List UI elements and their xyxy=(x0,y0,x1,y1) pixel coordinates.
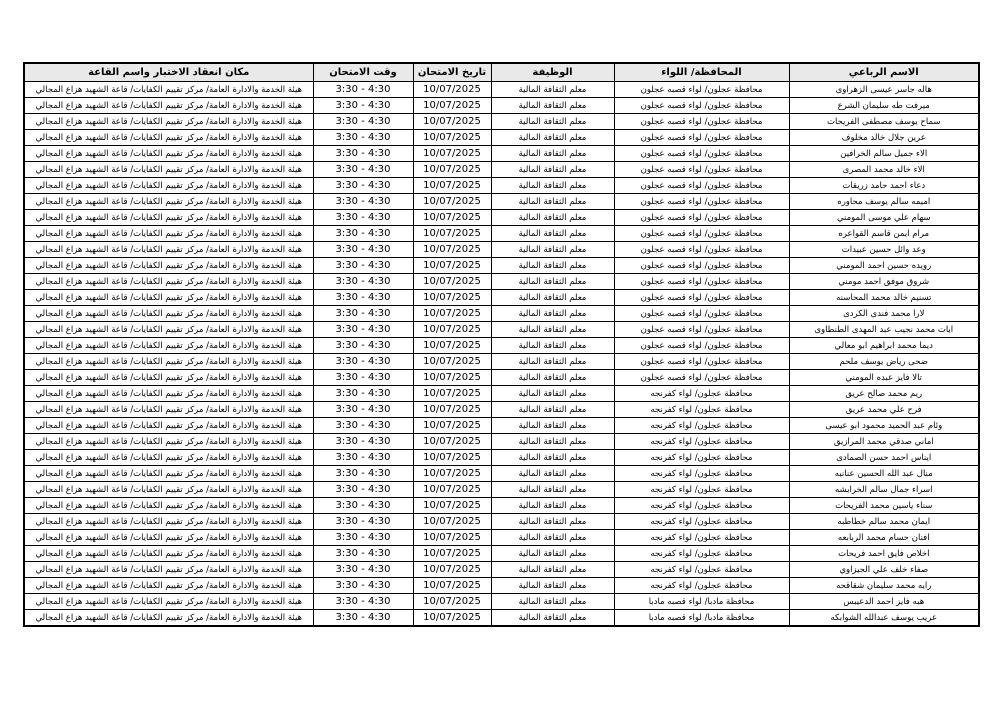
cell-name: دعاء احمد حامد زريقات xyxy=(789,178,979,194)
cell-name: لارا محمد فندى الكردى xyxy=(789,306,979,322)
table-row xyxy=(24,162,979,178)
cell-date: 10/07/2025 xyxy=(413,514,491,530)
column-header-exam-date: تاريخ الامتحان xyxy=(413,63,491,82)
cell-location: هيئة الخدمة والادارة العامة/ مركز تقييم الكفايات/ قاعة الشهيد هزاع المجالي xyxy=(24,82,313,98)
cell-job: معلم الثقافة المالية xyxy=(491,162,614,178)
cell-district: محافظة عجلون/ لواء قصبه عجلون xyxy=(614,98,789,114)
cell-district: محافظة عجلون/ لواء كفرنجه xyxy=(614,562,789,578)
cell-date: 10/07/2025 xyxy=(413,466,491,482)
table-row xyxy=(24,146,979,162)
cell-location: هيئة الخدمة والادارة العامة/ مركز تقييم الكفايات/ قاعة الشهيد هزاع المجالي xyxy=(24,130,313,146)
cell-time: 3:30 - 4:30 xyxy=(313,514,413,530)
cell-district: محافظة عجلون/ لواء قصبه عجلون xyxy=(614,130,789,146)
cell-location: هيئة الخدمة والادارة العامة/ مركز تقييم الكفايات/ قاعة الشهيد هزاع المجالي xyxy=(24,418,313,434)
cell-name: هبه فايز احمد الدعيبس xyxy=(789,594,979,610)
cell-date: 10/07/2025 xyxy=(413,418,491,434)
cell-job: معلم الثقافة المالية xyxy=(491,434,614,450)
cell-date: 10/07/2025 xyxy=(413,370,491,386)
cell-name: سناء ياسين محمد الفريحات xyxy=(789,498,979,514)
cell-name: عرين جلال خالد مخلوف xyxy=(789,130,979,146)
cell-location: هيئة الخدمة والادارة العامة/ مركز تقييم الكفايات/ قاعة الشهيد هزاع المجالي xyxy=(24,146,313,162)
cell-time: 3:30 - 4:30 xyxy=(313,482,413,498)
cell-date: 10/07/2025 xyxy=(413,242,491,258)
table-row xyxy=(24,194,979,210)
cell-time: 3:30 - 4:30 xyxy=(313,402,413,418)
cell-job: معلم الثقافة المالية xyxy=(491,402,614,418)
cell-date: 10/07/2025 xyxy=(413,402,491,418)
cell-name: فرح علي محمد عريق xyxy=(789,402,979,418)
cell-location: هيئة الخدمة والادارة العامة/ مركز تقييم الكفايات/ قاعة الشهيد هزاع المجالي xyxy=(24,434,313,450)
cell-location: هيئة الخدمة والادارة العامة/ مركز تقييم الكفايات/ قاعة الشهيد هزاع المجالي xyxy=(24,466,313,482)
cell-name: عريب يوسف عبدالله الشوابكه xyxy=(789,610,979,627)
cell-time: 3:30 - 4:30 xyxy=(313,370,413,386)
cell-district: محافظة عجلون/ لواء قصبه عجلون xyxy=(614,82,789,98)
cell-location: هيئة الخدمة والادارة العامة/ مركز تقييم الكفايات/ قاعة الشهيد هزاع المجالي xyxy=(24,370,313,386)
cell-time: 3:30 - 4:30 xyxy=(313,594,413,610)
cell-date: 10/07/2025 xyxy=(413,178,491,194)
cell-location: هيئة الخدمة والادارة العامة/ مركز تقييم الكفايات/ قاعة الشهيد هزاع المجالي xyxy=(24,322,313,338)
table-row xyxy=(24,98,979,114)
cell-location: هيئة الخدمة والادارة العامة/ مركز تقييم الكفايات/ قاعة الشهيد هزاع المجالي xyxy=(24,258,313,274)
cell-time: 3:30 - 4:30 xyxy=(313,434,413,450)
cell-job: معلم الثقافة المالية xyxy=(491,290,614,306)
cell-job: معلم الثقافة المالية xyxy=(491,146,614,162)
cell-time: 3:30 - 4:30 xyxy=(313,162,413,178)
cell-name: منال عبد الله الحسين عنانبه xyxy=(789,466,979,482)
cell-job: معلم الثقافة المالية xyxy=(491,610,614,627)
table-row xyxy=(24,466,979,482)
cell-name: الاء خالد محمد المصرى xyxy=(789,162,979,178)
cell-date: 10/07/2025 xyxy=(413,322,491,338)
cell-job: معلم الثقافة المالية xyxy=(491,322,614,338)
cell-date: 10/07/2025 xyxy=(413,498,491,514)
cell-time: 3:30 - 4:30 xyxy=(313,130,413,146)
cell-location: هيئة الخدمة والادارة العامة/ مركز تقييم الكفايات/ قاعة الشهيد هزاع المجالي xyxy=(24,194,313,210)
cell-date: 10/07/2025 xyxy=(413,82,491,98)
cell-name: مرام ايمن قاسم القواعره xyxy=(789,226,979,242)
cell-date: 10/07/2025 xyxy=(413,450,491,466)
table-row xyxy=(24,290,979,306)
cell-job: معلم الثقافة المالية xyxy=(491,498,614,514)
cell-name: ايات محمد نجيب عبد المهدى الطنطاوى xyxy=(789,322,979,338)
cell-date: 10/07/2025 xyxy=(413,610,491,627)
cell-time: 3:30 - 4:30 xyxy=(313,290,413,306)
cell-name: الاء جميل سالم الخرافين xyxy=(789,146,979,162)
cell-job: معلم الثقافة المالية xyxy=(491,594,614,610)
cell-district: محافظة مادبا/ لواء قصبه مادبا xyxy=(614,594,789,610)
cell-name: سهام علي موسى المومني xyxy=(789,210,979,226)
table-body xyxy=(24,82,979,627)
cell-time: 3:30 - 4:30 xyxy=(313,98,413,114)
cell-date: 10/07/2025 xyxy=(413,290,491,306)
cell-district: محافظة عجلون/ لواء قصبه عجلون xyxy=(614,242,789,258)
cell-name: ريم محمد صالح عريق xyxy=(789,386,979,402)
table-row xyxy=(24,578,979,594)
cell-time: 3:30 - 4:30 xyxy=(313,562,413,578)
cell-time: 3:30 - 4:30 xyxy=(313,610,413,627)
table-row xyxy=(24,130,979,146)
cell-time: 3:30 - 4:30 xyxy=(313,578,413,594)
cell-job: معلم الثقافة المالية xyxy=(491,82,614,98)
cell-location: هيئة الخدمة والادارة العامة/ مركز تقييم الكفايات/ قاعة الشهيد هزاع المجالي xyxy=(24,578,313,594)
cell-time: 3:30 - 4:30 xyxy=(313,338,413,354)
cell-job: معلم الثقافة المالية xyxy=(491,130,614,146)
cell-district: محافظة عجلون/ لواء كفرنجه xyxy=(614,402,789,418)
cell-district: محافظة عجلون/ لواء كفرنجه xyxy=(614,546,789,562)
cell-district: محافظة عجلون/ لواء كفرنجه xyxy=(614,466,789,482)
cell-date: 10/07/2025 xyxy=(413,530,491,546)
cell-name: ميرفت طه سليمان الشرع xyxy=(789,98,979,114)
cell-time: 3:30 - 4:30 xyxy=(313,146,413,162)
table-row xyxy=(24,450,979,466)
cell-district: محافظة عجلون/ لواء قصبه عجلون xyxy=(614,210,789,226)
cell-district: محافظة عجلون/ لواء قصبه عجلون xyxy=(614,322,789,338)
table-row xyxy=(24,610,979,627)
cell-job: معلم الثقافة المالية xyxy=(491,466,614,482)
cell-district: محافظة عجلون/ لواء كفرنجه xyxy=(614,482,789,498)
cell-district: محافظة عجلون/ لواء قصبه عجلون xyxy=(614,178,789,194)
cell-location: هيئة الخدمة والادارة العامة/ مركز تقييم الكفايات/ قاعة الشهيد هزاع المجالي xyxy=(24,402,313,418)
column-header-exam-location: مكان انعقاد الاختبار واسم القاعة xyxy=(24,63,313,82)
cell-location: هيئة الخدمة والادارة العامة/ مركز تقييم الكفايات/ قاعة الشهيد هزاع المجالي xyxy=(24,178,313,194)
table-row xyxy=(24,114,979,130)
cell-date: 10/07/2025 xyxy=(413,546,491,562)
table-row xyxy=(24,322,979,338)
cell-location: هيئة الخدمة والادارة العامة/ مركز تقييم الكفايات/ قاعة الشهيد هزاع المجالي xyxy=(24,290,313,306)
cell-location: هيئة الخدمة والادارة العامة/ مركز تقييم الكفايات/ قاعة الشهيد هزاع المجالي xyxy=(24,114,313,130)
cell-job: معلم الثقافة المالية xyxy=(491,386,614,402)
table-row xyxy=(24,386,979,402)
cell-date: 10/07/2025 xyxy=(413,98,491,114)
cell-job: معلم الثقافة المالية xyxy=(491,114,614,130)
cell-time: 3:30 - 4:30 xyxy=(313,354,413,370)
cell-time: 3:30 - 4:30 xyxy=(313,114,413,130)
table-row xyxy=(24,274,979,290)
cell-date: 10/07/2025 xyxy=(413,562,491,578)
cell-location: هيئة الخدمة والادارة العامة/ مركز تقييم الكفايات/ قاعة الشهيد هزاع المجالي xyxy=(24,386,313,402)
cell-location: هيئة الخدمة والادارة العامة/ مركز تقييم الكفايات/ قاعة الشهيد هزاع المجالي xyxy=(24,498,313,514)
cell-time: 3:30 - 4:30 xyxy=(313,546,413,562)
table-row xyxy=(24,562,979,578)
cell-job: معلم الثقافة المالية xyxy=(491,482,614,498)
cell-district: محافظة عجلون/ لواء كفرنجه xyxy=(614,386,789,402)
column-header-name: الاسم الرباعي xyxy=(789,63,979,82)
cell-name: تالا فايز عبده المومني xyxy=(789,370,979,386)
cell-name: ديما محمد ابراهيم ابو معالي xyxy=(789,338,979,354)
cell-time: 3:30 - 4:30 xyxy=(313,82,413,98)
cell-name: افنان حسام محمد الربابعه xyxy=(789,530,979,546)
cell-time: 3:30 - 4:30 xyxy=(313,386,413,402)
cell-date: 10/07/2025 xyxy=(413,594,491,610)
table-row xyxy=(24,434,979,450)
cell-name: اماني صدقي محمد المرازيق xyxy=(789,434,979,450)
cell-name: ايمان محمد سالم خطاطبه xyxy=(789,514,979,530)
cell-date: 10/07/2025 xyxy=(413,114,491,130)
table-row xyxy=(24,82,979,98)
cell-location: هيئة الخدمة والادارة العامة/ مركز تقييم الكفايات/ قاعة الشهيد هزاع المجالي xyxy=(24,610,313,627)
cell-date: 10/07/2025 xyxy=(413,434,491,450)
cell-location: هيئة الخدمة والادارة العامة/ مركز تقييم الكفايات/ قاعة الشهيد هزاع المجالي xyxy=(24,162,313,178)
column-header-district: المحافظة/ اللواء xyxy=(614,63,789,82)
cell-date: 10/07/2025 xyxy=(413,162,491,178)
table-row xyxy=(24,242,979,258)
cell-district: محافظة عجلون/ لواء كفرنجه xyxy=(614,434,789,450)
cell-time: 3:30 - 4:30 xyxy=(313,210,413,226)
cell-time: 3:30 - 4:30 xyxy=(313,466,413,482)
table-row xyxy=(24,514,979,530)
cell-district: محافظة عجلون/ لواء قصبه عجلون xyxy=(614,146,789,162)
table-row xyxy=(24,338,979,354)
cell-location: هيئة الخدمة والادارة العامة/ مركز تقييم الكفايات/ قاعة الشهيد هزاع المجالي xyxy=(24,514,313,530)
cell-location: هيئة الخدمة والادارة العامة/ مركز تقييم الكفايات/ قاعة الشهيد هزاع المجالي xyxy=(24,546,313,562)
cell-district: محافظة عجلون/ لواء قصبه عجلون xyxy=(614,354,789,370)
cell-district: محافظة عجلون/ لواء قصبه عجلون xyxy=(614,226,789,242)
cell-district: محافظة عجلون/ لواء قصبه عجلون xyxy=(614,274,789,290)
cell-location: هيئة الخدمة والادارة العامة/ مركز تقييم الكفايات/ قاعة الشهيد هزاع المجالي xyxy=(24,242,313,258)
cell-time: 3:30 - 4:30 xyxy=(313,274,413,290)
cell-name: شروق موفق احمد مومني xyxy=(789,274,979,290)
table-row xyxy=(24,498,979,514)
cell-location: هيئة الخدمة والادارة العامة/ مركز تقييم الكفايات/ قاعة الشهيد هزاع المجالي xyxy=(24,306,313,322)
cell-job: معلم الثقافة المالية xyxy=(491,306,614,322)
table-row xyxy=(24,178,979,194)
cell-job: معلم الثقافة المالية xyxy=(491,242,614,258)
cell-name: وئام عبد الحميد محمود ابو عيسى xyxy=(789,418,979,434)
cell-location: هيئة الخدمة والادارة العامة/ مركز تقييم الكفايات/ قاعة الشهيد هزاع المجالي xyxy=(24,274,313,290)
cell-job: معلم الثقافة المالية xyxy=(491,226,614,242)
cell-location: هيئة الخدمة والادارة العامة/ مركز تقييم الكفايات/ قاعة الشهيد هزاع المجالي xyxy=(24,338,313,354)
cell-time: 3:30 - 4:30 xyxy=(313,306,413,322)
cell-time: 3:30 - 4:30 xyxy=(313,194,413,210)
cell-time: 3:30 - 4:30 xyxy=(313,242,413,258)
cell-district: محافظة عجلون/ لواء قصبه عجلون xyxy=(614,370,789,386)
table-row xyxy=(24,530,979,546)
cell-job: معلم الثقافة المالية xyxy=(491,546,614,562)
cell-date: 10/07/2025 xyxy=(413,146,491,162)
table-row xyxy=(24,546,979,562)
table-row xyxy=(24,258,979,274)
cell-name: اميمه سالم يوسف محاوره xyxy=(789,194,979,210)
cell-location: هيئة الخدمة والادارة العامة/ مركز تقييم الكفايات/ قاعة الشهيد هزاع المجالي xyxy=(24,450,313,466)
cell-district: محافظة عجلون/ لواء كفرنجه xyxy=(614,578,789,594)
cell-job: معلم الثقافة المالية xyxy=(491,354,614,370)
cell-name: تسنيم خالد محمد المحاسنه xyxy=(789,290,979,306)
table-row xyxy=(24,210,979,226)
cell-job: معلم الثقافة المالية xyxy=(491,514,614,530)
cell-district: محافظة عجلون/ لواء قصبه عجلون xyxy=(614,114,789,130)
cell-date: 10/07/2025 xyxy=(413,386,491,402)
cell-name: صفاء خلف علي الجيزاوي xyxy=(789,562,979,578)
cell-job: معلم الثقافة المالية xyxy=(491,338,614,354)
cell-location: هيئة الخدمة والادارة العامة/ مركز تقييم الكفايات/ قاعة الشهيد هزاع المجالي xyxy=(24,210,313,226)
cell-name: رايه محمد سليمان شقاقحه xyxy=(789,578,979,594)
table-row xyxy=(24,418,979,434)
table-header-row xyxy=(24,63,979,82)
cell-location: هيئة الخدمة والادارة العامة/ مركز تقييم الكفايات/ قاعة الشهيد هزاع المجالي xyxy=(24,354,313,370)
cell-date: 10/07/2025 xyxy=(413,274,491,290)
cell-location: هيئة الخدمة والادارة العامة/ مركز تقييم الكفايات/ قاعة الشهيد هزاع المجالي xyxy=(24,98,313,114)
cell-date: 10/07/2025 xyxy=(413,306,491,322)
cell-district: محافظة عجلون/ لواء قصبه عجلون xyxy=(614,290,789,306)
cell-job: معلم الثقافة المالية xyxy=(491,210,614,226)
cell-name: ايناس احمد حسن الصمادى xyxy=(789,450,979,466)
cell-location: هيئة الخدمة والادارة العامة/ مركز تقييم الكفايات/ قاعة الشهيد هزاع المجالي xyxy=(24,562,313,578)
cell-job: معلم الثقافة المالية xyxy=(491,530,614,546)
cell-date: 10/07/2025 xyxy=(413,338,491,354)
cell-date: 10/07/2025 xyxy=(413,258,491,274)
cell-location: هيئة الخدمة والادارة العامة/ مركز تقييم الكفايات/ قاعة الشهيد هزاع المجالي xyxy=(24,530,313,546)
exam-schedule-table xyxy=(23,62,980,627)
cell-district: محافظة عجلون/ لواء قصبه عجلون xyxy=(614,258,789,274)
cell-job: معلم الثقافة المالية xyxy=(491,274,614,290)
cell-district: محافظة مادبا/ لواء قصبه مادبا xyxy=(614,610,789,627)
cell-name: هاله جاسر عيسى الزهراوى xyxy=(789,82,979,98)
cell-job: معلم الثقافة المالية xyxy=(491,258,614,274)
cell-job: معلم الثقافة المالية xyxy=(491,418,614,434)
cell-time: 3:30 - 4:30 xyxy=(313,226,413,242)
column-header-job: الوظيفة xyxy=(491,63,614,82)
cell-date: 10/07/2025 xyxy=(413,194,491,210)
cell-location: هيئة الخدمة والادارة العامة/ مركز تقييم الكفايات/ قاعة الشهيد هزاع المجالي xyxy=(24,482,313,498)
cell-district: محافظة عجلون/ لواء كفرنجه xyxy=(614,450,789,466)
table-row xyxy=(24,306,979,322)
cell-job: معلم الثقافة المالية xyxy=(491,194,614,210)
table-row xyxy=(24,482,979,498)
cell-time: 3:30 - 4:30 xyxy=(313,450,413,466)
cell-date: 10/07/2025 xyxy=(413,354,491,370)
cell-job: معلم الثقافة المالية xyxy=(491,98,614,114)
cell-job: معلم الثقافة المالية xyxy=(491,370,614,386)
cell-time: 3:30 - 4:30 xyxy=(313,530,413,546)
table-row xyxy=(24,354,979,370)
cell-job: معلم الثقافة المالية xyxy=(491,562,614,578)
cell-name: سماح يوسف مصطفى الفريحات xyxy=(789,114,979,130)
cell-time: 3:30 - 4:30 xyxy=(313,178,413,194)
cell-job: معلم الثقافة المالية xyxy=(491,578,614,594)
cell-time: 3:30 - 4:30 xyxy=(313,418,413,434)
table-row xyxy=(24,226,979,242)
cell-time: 3:30 - 4:30 xyxy=(313,498,413,514)
cell-name: وعد وائل حسين عبيدات xyxy=(789,242,979,258)
cell-date: 10/07/2025 xyxy=(413,210,491,226)
cell-district: محافظة عجلون/ لواء قصبه عجلون xyxy=(614,338,789,354)
cell-district: محافظة عجلون/ لواء كفرنجه xyxy=(614,498,789,514)
cell-name: ضحى رياض يوسف ملحم xyxy=(789,354,979,370)
cell-name: رويده حسين احمد المومني xyxy=(789,258,979,274)
cell-name: اسراء جمال سالم الخرابشه xyxy=(789,482,979,498)
cell-job: معلم الثقافة المالية xyxy=(491,178,614,194)
cell-time: 3:30 - 4:30 xyxy=(313,258,413,274)
cell-district: محافظة عجلون/ لواء كفرنجه xyxy=(614,514,789,530)
column-header-exam-time: وقت الامتحان xyxy=(313,63,413,82)
cell-date: 10/07/2025 xyxy=(413,130,491,146)
cell-district: محافظة عجلون/ لواء قصبه عجلون xyxy=(614,306,789,322)
cell-district: محافظة عجلون/ لواء قصبه عجلون xyxy=(614,162,789,178)
table-row xyxy=(24,370,979,386)
cell-time: 3:30 - 4:30 xyxy=(313,322,413,338)
table-row xyxy=(24,402,979,418)
cell-date: 10/07/2025 xyxy=(413,578,491,594)
cell-district: محافظة عجلون/ لواء كفرنجه xyxy=(614,418,789,434)
cell-name: اخلاص فايق احمد فريحات xyxy=(789,546,979,562)
table-row xyxy=(24,594,979,610)
cell-job: معلم الثقافة المالية xyxy=(491,450,614,466)
cell-district: محافظة عجلون/ لواء كفرنجه xyxy=(614,530,789,546)
cell-location: هيئة الخدمة والادارة العامة/ مركز تقييم الكفايات/ قاعة الشهيد هزاع المجالي xyxy=(24,594,313,610)
cell-district: محافظة عجلون/ لواء قصبه عجلون xyxy=(614,194,789,210)
cell-date: 10/07/2025 xyxy=(413,226,491,242)
cell-location: هيئة الخدمة والادارة العامة/ مركز تقييم الكفايات/ قاعة الشهيد هزاع المجالي xyxy=(24,226,313,242)
cell-date: 10/07/2025 xyxy=(413,482,491,498)
